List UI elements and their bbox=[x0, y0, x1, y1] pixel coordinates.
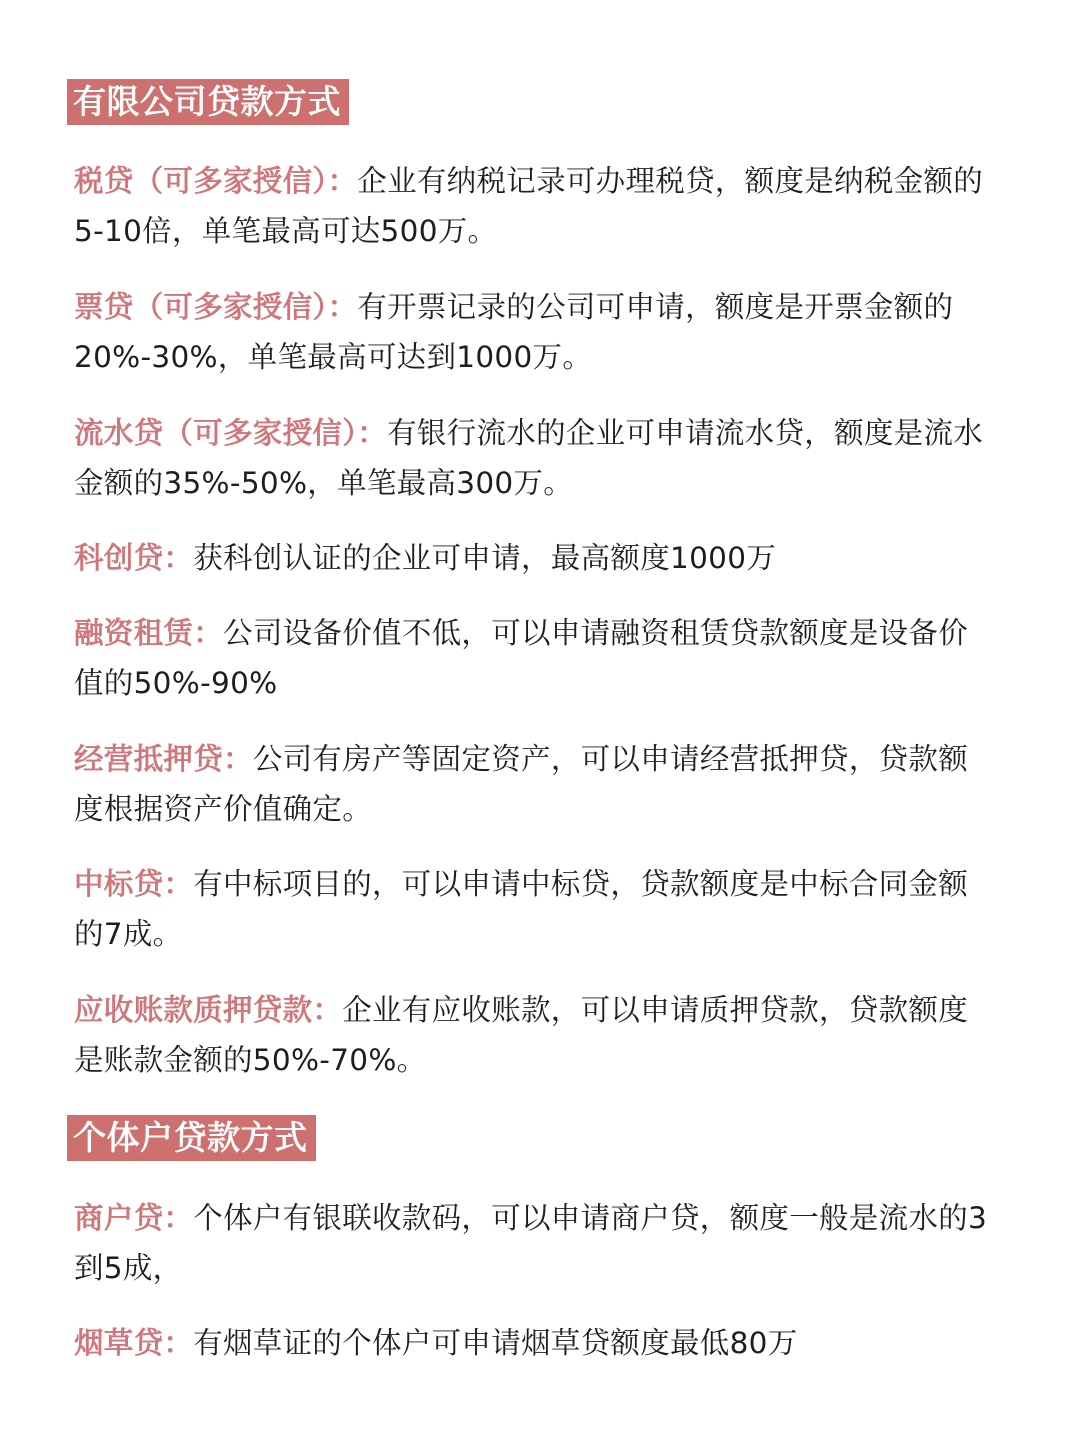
list-item-tax-loan bbox=[74, 156, 988, 256]
list-item-cashflow-loan bbox=[74, 408, 988, 508]
item-text: 有开票记录的公司可申请，额度是开票金额的20%-30%，单笔最高可达到1000万。 bbox=[74, 290, 954, 374]
list-item-tech-innovation-loan bbox=[74, 533, 988, 583]
item-text: 有中标项目的，可以申请中标贷，贷款额度是中标合同金额的7成。 bbox=[74, 867, 969, 951]
item-label: 票贷（可多家授信）： bbox=[74, 290, 358, 324]
section-title-individual-loans: 个体户贷款方式 bbox=[67, 1115, 316, 1161]
item-label: 流水贷（可多家授信）： bbox=[74, 416, 388, 450]
list-item-merchant-loan bbox=[74, 1193, 988, 1293]
list-item-bid-loan bbox=[74, 859, 988, 959]
list-item-receivables-loan bbox=[74, 985, 988, 1085]
item-text: 获科创认证的企业可申请，最高额度1000万 bbox=[193, 541, 777, 575]
item-text: 有烟草证的个体户可申请烟草贷额度最低80万 bbox=[193, 1326, 798, 1360]
item-label: 商户贷： bbox=[74, 1201, 194, 1235]
item-text: 有银行流水的企业可申请流水贷，额度是流水金额的35%-50%，单笔最高300万。 bbox=[74, 416, 984, 500]
item-label: 应收账款质押贷款： bbox=[74, 993, 343, 1027]
item-label: 经营抵押贷： bbox=[74, 742, 253, 776]
item-text: 个体户有银联收款码，可以申请商户贷，额度一般是流水的3到5成， bbox=[74, 1201, 988, 1285]
item-label: 中标贷： bbox=[74, 867, 194, 901]
list-item-tobacco-loan bbox=[74, 1318, 988, 1368]
section-title-company-loans: 有限公司贷款方式 bbox=[67, 79, 349, 125]
item-label: 科创贷： bbox=[74, 541, 194, 575]
list-item-finance-lease bbox=[74, 608, 988, 708]
list-item-mortgage-loan bbox=[74, 734, 988, 834]
item-label: 烟草贷： bbox=[74, 1326, 194, 1360]
item-label: 融资租赁： bbox=[74, 616, 224, 650]
item-text: 公司设备价值不低，可以申请融资租赁贷款额度是设备价值的50%-90% bbox=[74, 616, 969, 700]
list-item-invoice-loan bbox=[74, 282, 988, 382]
item-text: 企业有应收账款，可以申请质押贷款，贷款额度是账款金额的50%-70%。 bbox=[74, 993, 969, 1077]
item-text: 公司有房产等固定资产，可以申请经营抵押贷，贷款额度根据资产价值确定。 bbox=[74, 742, 969, 826]
item-label: 税贷（可多家授信）： bbox=[74, 164, 358, 198]
item-text: 企业有纳税记录可办理税贷，额度是纳税金额的5-10倍，单笔最高可达500万。 bbox=[74, 164, 984, 248]
